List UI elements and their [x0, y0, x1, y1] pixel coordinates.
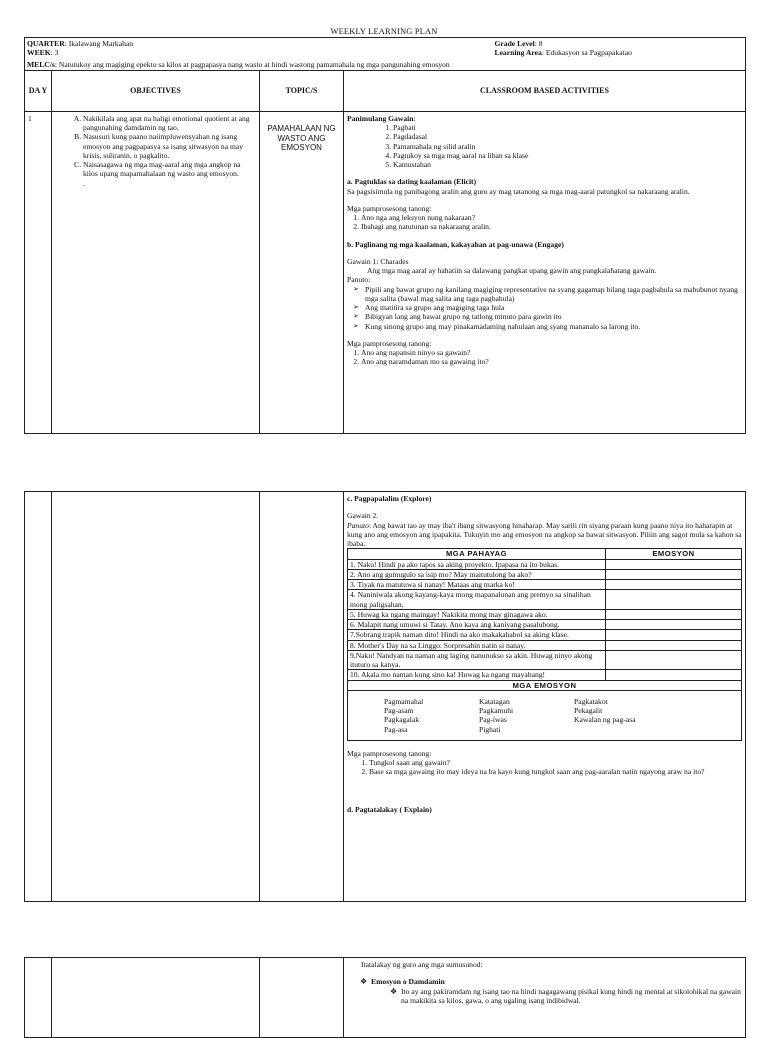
- topic-cell: [260, 958, 344, 1038]
- emosyon-answer: [606, 559, 742, 569]
- emosyon-word: Pag-iwas: [479, 715, 507, 725]
- engage-questions: [347, 348, 742, 367]
- pahayag-header: MGA PAHAYAG: [348, 549, 606, 559]
- emosyon-word: Pagmamahal: [384, 696, 424, 706]
- page-title: WEEKLY LEARNING PLAN: [330, 27, 438, 36]
- objectives-cell: [52, 492, 260, 902]
- list-item: [371, 977, 742, 1005]
- week-label: WEEK: [27, 48, 51, 58]
- panuto-text: : Ang bawat tao ay may iba't ibang sitwasyong hinaharap. May sarili rin siyang paraan kung paano niya ito haharapin at kung ano ang emosyon ang ipapakita. Tukuyin mo ang emosyon na angkop sa bawat sitwasyon. Piliin ang sagot mula sa kahon sa ibaba.: [347, 520, 742, 548]
- topic-cell: [260, 492, 344, 902]
- emosyon-box: [348, 690, 742, 740]
- elicit-title: a. Pagtuklas sa dating kaalaman (Elicit): [347, 177, 477, 187]
- pahayag-cell: 6. Malapit nang umuwi si Tatay. Ano kaya ang kaniyang pasalubong.: [348, 620, 606, 630]
- activities-cell: [344, 111, 746, 433]
- proc-label: Mga pamprosesong tanong:: [347, 338, 432, 348]
- panuto-label: Panuto: [347, 520, 369, 530]
- discussion-intro: Itatalakay ng guro ang mga sumusunod:: [361, 960, 483, 969]
- week-value: : 3: [50, 48, 59, 58]
- emosyon-word: Pighati: [479, 724, 501, 734]
- objectives-dot: .: [83, 178, 85, 188]
- panimula-title: Panimulang Gawain: [347, 113, 414, 123]
- pahayag-cell: 1. Naku! Hindi pa ako tapos sa aking proyekto. Ipapasa na ito bukas.: [348, 559, 606, 569]
- list-item: 2. Pagdadasal: [393, 132, 742, 141]
- emosyon-box-title: MGA EMOSYON: [348, 680, 742, 690]
- header-table: [24, 37, 746, 71]
- list-item: 2. Ibahagi ang natutunan sa nakaraang aralin.: [361, 222, 742, 231]
- quarter-value: : Ikalawang Markahan: [64, 39, 134, 48]
- emosyon-word: Kawalan ng pag-asa: [574, 715, 636, 725]
- plan-table-1: [24, 71, 746, 434]
- emosyon-answer: [606, 580, 742, 590]
- pahayag-cell: 10. Akala mo naman kung sino ka! Huwag ka ngang mayabang!: [348, 670, 606, 680]
- list-item: 1. Ano ang napansin ninyo sa gawain?: [361, 348, 742, 357]
- emosyon-word: Pagkatakot: [574, 696, 608, 706]
- pahayag-cell: 2. Ano ang gumugulo sa isip mo? May maitutulong ba ako?: [348, 569, 606, 579]
- engage-steps: [347, 285, 742, 331]
- proc-label: Mga pamprosesong tanong:: [347, 748, 432, 758]
- col-objectives: OBJECTIVES: [52, 71, 260, 112]
- emosyon-answer: [606, 609, 742, 619]
- pahayag-cell: 3. Tiyak na matutuwa si nanay! Mataas ang marka ko!: [348, 580, 606, 590]
- plan-block-3: [24, 957, 746, 1038]
- discussion-list: [347, 977, 742, 1005]
- list-item: 3. Pamamahala ng silid aralin: [393, 142, 742, 151]
- emosyon-word: Katatagan: [479, 696, 510, 706]
- engage-intro: Ang mga mag aaral ay hahatiin sa dalawang pangkat upang gawin ang pangkalahatang gawain.: [367, 266, 657, 275]
- activities-cell: [344, 958, 746, 1038]
- pahayag-cell: 5. Huwag ka ngang maingay! Nakikita mong may ginagawa ako.: [348, 609, 606, 619]
- list-item: ➢ Ang matitira sa grupo ang magiging taga hula: [365, 303, 742, 312]
- list-item: 1. Pagbati: [393, 123, 742, 132]
- emosyon-answer: [606, 620, 742, 630]
- pahayag-table: [347, 548, 742, 741]
- melc-value: : Natutukoy ang magiging epekto sa kilos at pagpapasya nang wasto at hindi wastong pamamahala ng mga pangunahing emosyon: [54, 59, 450, 69]
- objectives-cell: [52, 958, 260, 1038]
- list-item: ➢ Bibigyan lang ang bawat grupo ng tatlong minuto para gawin ito: [365, 312, 742, 321]
- emosyon-word: Pekagalit: [574, 706, 603, 715]
- emosyon-word: [574, 725, 739, 734]
- emosyon-word: Pagkagalak: [384, 715, 420, 725]
- emosyon-word: Pag-asam: [384, 706, 414, 715]
- objective-item: A. Nakikilala ang apat na haligi emotional quotient at ang pangunahing damdamin ng tao.: [83, 114, 256, 133]
- pahayag-cell: 8. Mother's Day na sa Linggo. Sorpresahin natin si nanay.: [348, 640, 606, 650]
- gawain-1: Gawain 1: Charades: [347, 256, 409, 266]
- elicit-questions: [347, 213, 742, 232]
- col-topics: TOPIC/S: [260, 71, 344, 112]
- emosyon-header: EMOSYON: [606, 549, 742, 559]
- melc-label: MELC/s: [27, 59, 55, 69]
- plan-block-1: [24, 37, 746, 434]
- col-day: DA Y: [25, 71, 52, 112]
- area-value: : Edukasyon sa Pagpapakatao: [541, 48, 632, 58]
- list-item: ❖ Ito ay ang pakiramdam ng isang tao na hindi nagagawang pisikal kung hindi ng mental at sikolohikal na gawain na makikita sa kilos, gawa, o ang ugaling isang indibidwal.: [401, 987, 742, 1006]
- grade-cell: [493, 38, 746, 59]
- list-item: 4. Pagtukoy sa mga mag aaral na liban sa klase: [393, 151, 742, 160]
- area-label: Learning Area: [494, 48, 542, 58]
- day-cell: 1: [25, 111, 52, 433]
- emosyon-answer: [606, 630, 742, 640]
- list-item: 2. Base sa mga gawaing ito may ideya na ba kayo kung tungkol saan ang pag-aaralan natin ngayong araw na ito?: [369, 767, 742, 776]
- list-item: 2. Ano ang naramdaman mo sa gawaing ito?: [361, 357, 742, 366]
- objectives-cell: [52, 111, 260, 433]
- panuto-label: Panuto:: [347, 275, 371, 285]
- explore-questions: [347, 758, 742, 777]
- list-item: 5. Kamustahan: [393, 160, 742, 169]
- quarter-label: QUARTER: [27, 39, 65, 48]
- emosyon-word: Pag-asa: [384, 724, 408, 734]
- gawain-2: Gawain 2.: [347, 511, 379, 521]
- col-activities: CLASSROOM BASED ACTIVITIES: [344, 71, 746, 112]
- list-item: ➢ Pipili ang bawat grupo ng kanilang magiging representative na syang gagamap bilang taga pagbahula sa mabubunot nyang mga salita (bawal mag salita ang taga pagbahula): [365, 285, 742, 304]
- grade-label: Grade Level: [494, 39, 535, 48]
- day-cell: [25, 492, 52, 902]
- emosyon-answer: [606, 670, 742, 680]
- activities-cell: [344, 492, 746, 902]
- pahayag-cell: 7.Sobrang trapik naman dito! Hindi na ako makakahabol sa aking klase.: [348, 630, 606, 640]
- emosyon-topic: Emosyon o Damdamin: [371, 977, 445, 987]
- emosyon-answer: [606, 590, 742, 610]
- explain-title: d. Pagtatalakay ( Explain): [347, 804, 432, 814]
- plan-table-2: [24, 491, 746, 902]
- day-cell: [25, 958, 52, 1038]
- list-item: 1. Tungkol saan ang gawain?: [369, 758, 742, 767]
- panimula-colon: :: [413, 113, 416, 123]
- list-item: 1. Ano nga ang leksyon nung nakaraan?: [361, 213, 742, 222]
- plan-table-3: [24, 957, 746, 1038]
- list-item: ➢ Kung sinong grupo ang may pinakamadaming nahulaan ang syang mananalo sa larong ito.: [365, 322, 742, 331]
- panuto-paragraph: [347, 521, 742, 549]
- elicit-text: Sa pagsisimula ng panibagong aralin ang guro ay mag tatanong sa mga mag-aaral patungkol sa nakaraang aralin.: [347, 186, 690, 196]
- panimula-list: [347, 123, 742, 169]
- emosyon-answer: [606, 569, 742, 579]
- pahayag-cell: 4. Naniniwala akong kayang-kaya mong mapanalunan ang premyo sa sinalihan mong paligsahan.: [348, 590, 606, 610]
- pahayag-cell: 9.Naku! Nandyan na naman ang laging nanunukso sa akin. Huwag ninyo akong ituturo sa kanya.: [348, 650, 606, 670]
- objective-item: C. Naisasagawa ng mga mag-aaral ang mga angkop na kilos upang mapamahalaan ng wasto ang emosyon.: [83, 160, 256, 179]
- engage-title: b. Paglinang ng mga kaalaman, kakayahan at pag-unawa (Engage): [347, 239, 564, 249]
- proc-label: Mga pamprosesong tanong:: [347, 203, 432, 213]
- objective-item: B. Nasusuri kung paano naiimpluwensyahan ng isang emosyon ang pagpapasya sa isang sitwasyon na may krisis, suliranin, o pagkalito.: [83, 132, 256, 160]
- grade-value: : 8: [534, 39, 543, 48]
- topic-cell: PAMAHALAAN NG WASTO ANG EMOSYON: [260, 111, 344, 433]
- explore-title: c. Pagpapalalim (Explore): [347, 494, 432, 503]
- emosyon-answer: [606, 650, 742, 670]
- emosyon-answer: [606, 640, 742, 650]
- plan-block-2: [24, 491, 746, 902]
- quarter-cell: [25, 38, 493, 59]
- emosyon-word: Pagkamuhi: [479, 706, 514, 715]
- melc-cell: [25, 59, 746, 71]
